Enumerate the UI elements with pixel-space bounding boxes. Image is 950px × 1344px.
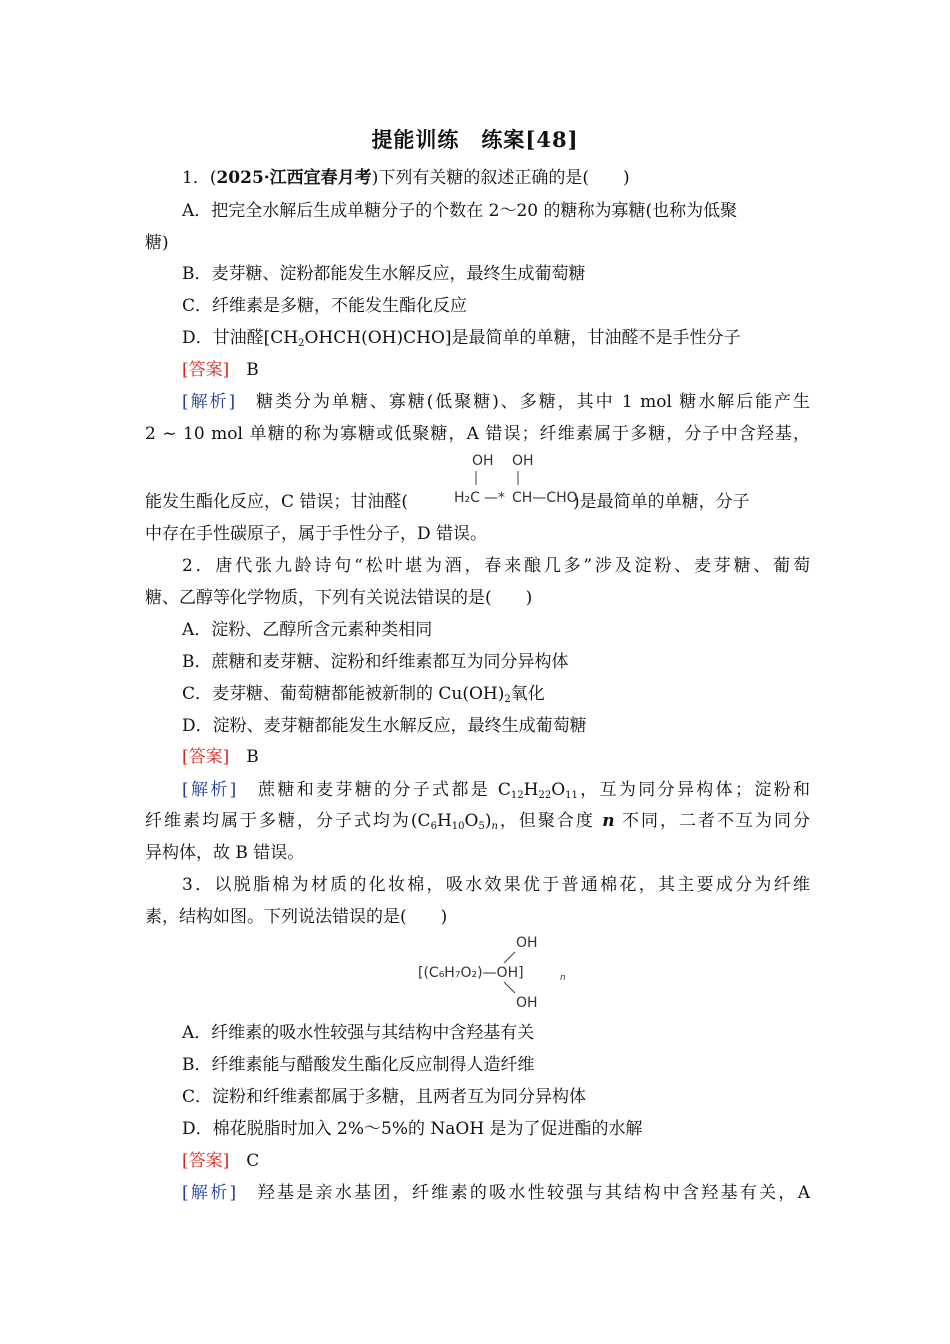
q2-stem-line1: 2．唐代张九龄诗句“松叶堪为酒，春来酿几多”涉及淀粉、麦芽糖、葡萄	[182, 556, 810, 576]
q2-option-b: B．蔗糖和麦芽糖、淀粉和纤维素都互为同分异构体	[182, 652, 569, 672]
ch-cho-group: CH—CHO	[512, 490, 578, 506]
answer-label: [答案]	[182, 1151, 230, 1171]
page-title: 提能训练 练案[48]	[371, 127, 579, 152]
answer-value: C	[246, 1151, 260, 1171]
analysis-label: [解析]	[182, 1183, 237, 1203]
q1-analysis-line3: 能发生酯化反应，C 错误；甘油醛( )是最简单的单糖，分子	[145, 492, 750, 512]
hydroxyl-bottom: OH	[516, 995, 538, 1011]
q2-answer	[182, 746, 810, 768]
hydroxyl-top: OH	[516, 935, 538, 951]
q1-option-b: B．麦芽糖、淀粉都能发生水解反应，最终生成葡萄糖	[182, 264, 586, 284]
answer-value: B	[246, 360, 259, 380]
q2-analysis-line3: 异构体，故 B 错误。	[145, 843, 305, 863]
hydroxyl-2: OH	[512, 453, 534, 469]
answer-label: [答案]	[182, 360, 230, 380]
q2-analysis-line1: [解析] 蔗糖和麦芽糖的分子式都是 $C_{12}H_{22}O_{11}$，互为同分异构体；淀粉和	[182, 780, 811, 801]
q1-source: 2025·江西宜春月考	[216, 168, 372, 188]
answer-label: [答案]	[182, 747, 230, 767]
q2-option-c: C．麦芽糖、葡萄糖都能被新制的 $Cu(OH)_2$氧化	[182, 684, 545, 705]
q2-analysis-line2: 纤维素均属于多糖，分子式均为$(C_6H_{10}O_5)_n$，但聚合度 n 不同，二者不互为同分	[145, 811, 811, 832]
q3-stem-line1: 3．以脱脂棉为材质的化妆棉，吸水效果优于普通棉花，其主要成分为纤维	[182, 875, 810, 895]
q3-option-c: C．淀粉和纤维素都属于多糖，且两者互为同分异构体	[182, 1087, 587, 1107]
q2-option-a: A．淀粉、乙醇所含元素种类相同	[182, 620, 433, 640]
answer-value: B	[246, 747, 259, 767]
cellulose-structure	[418, 935, 578, 1015]
cellulose-repeat-unit: [(C₆H₇O₂)—OH]	[418, 965, 524, 981]
q3-option-a: A．纤维素的吸水性较强与其结构中含羟基有关	[182, 1023, 535, 1043]
q1-answer	[182, 359, 810, 381]
q1-analysis-line1: [解析] 糖类分为单糖、寡糖(低聚糖)、多糖，其中 1 mol 糖水解后能产生	[182, 392, 811, 412]
h2c-group: H₂C	[454, 490, 480, 506]
q3-analysis-line1: [解析] 羟基是亲水基团，纤维素的吸水性较强与其结构中含羟基有关，A	[182, 1183, 810, 1203]
hydroxyl-1: OH	[472, 453, 494, 469]
q2-option-d: D．淀粉、麦芽糖都能发生水解反应，最终生成葡萄糖	[182, 716, 587, 736]
q1-option-a-cont: 糖)	[145, 233, 169, 253]
chiral-bond: —*	[484, 490, 505, 506]
q1-option-a: A．把完全水解后生成单糖分子的个数在 2～20 的糖称为寡糖(也称为低聚	[182, 201, 738, 221]
analysis-label: [解析]	[182, 392, 236, 412]
polymer-n: n	[560, 973, 566, 983]
q3-stem-line2: 素，结构如图。下列说法错误的是( )	[145, 907, 448, 927]
q1-analysis-line4: 中存在手性碳原子，属于手性分子，D 错误。	[145, 524, 488, 544]
q3-option-d: D．棉花脱脂时加入 2%～5%的 NaOH 是为了促进酯的水解	[182, 1119, 643, 1139]
q3-answer	[182, 1150, 810, 1172]
glyceraldehyde-structure	[452, 452, 612, 512]
q1-option-d: D．甘油醛$[CH_2OHCH(OH)CHO]$是最简单的单糖，甘油醛不是手性分子	[182, 328, 741, 349]
q2-stem-line2: 糖、乙醇等化学物质，下列有关说法错误的是( )	[145, 588, 533, 608]
q3-option-b: B．纤维素能与醋酸发生酯化反应制得人造纤维	[182, 1055, 535, 1075]
analysis-label: [解析]	[182, 780, 237, 800]
q1-option-c: C．纤维素是多糖，不能发生酯化反应	[182, 296, 468, 316]
q1-stem: 1．(2025·江西宜春月考)下列有关糖的叙述正确的是( )	[182, 168, 630, 188]
q1-analysis-line2: 2 ~ 10 mol 单糖的称为寡糖或低聚糖，A 错误；纤维素属于多糖，分子中含羟基，	[145, 424, 810, 444]
